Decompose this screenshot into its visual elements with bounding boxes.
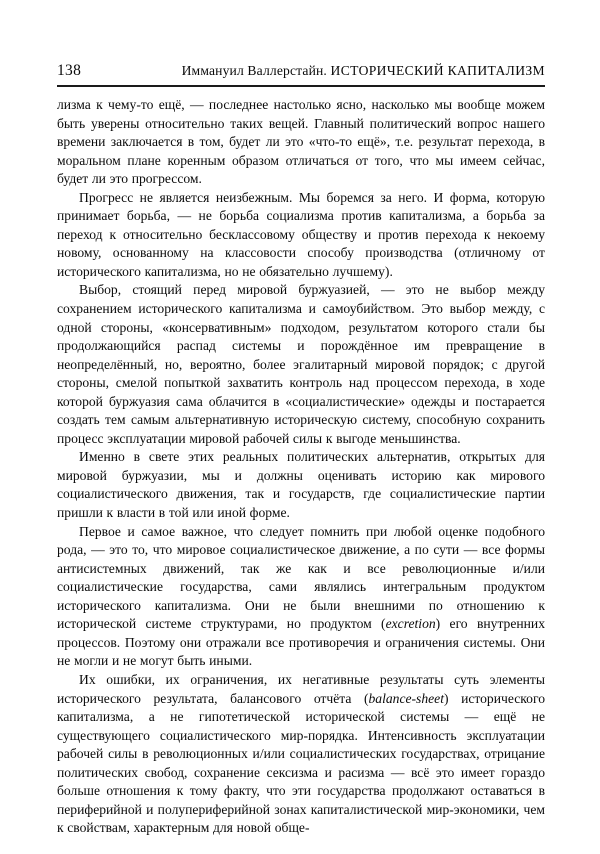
- body-paragraph: Именно в свете этих реальных политических альтернатив, открытых для мировой буржуазии, мы и должны оценивать историю как мирового социалистического движения, так и государств, где социалистические партии пришли к власти в той или иной форме.: [57, 449, 545, 521]
- body-paragraph: лизма к чему-то ещё, — последнее настолько ясно, насколько мы вообще можем быть уверены относительно таких вещей. Главный политический вопрос нашего времени заключается в том, будет ли это «что-то ещё», т.е. результат перехода, в моральном плане коренным образом отличаться от того, что мы имеем сейчас, будет ли это прогрессом.: [57, 97, 545, 187]
- header-divider: [57, 85, 545, 87]
- body-paragraph: Прогресс не является неизбежным. Мы боремся за него. И форма, которую принимает борьба, — не борьба социализма против капитализма, а борьба за переход к относительно бесклассовому обществу и против перехода к некоему новому, основанному на классовости способу производства (отличному от исторического капитализма, но не обязательно лучшему).: [57, 189, 545, 279]
- body-paragraph: Их ошибки, их ограничения, их негативные результаты суть элементы исторического результата, балансового отчёта (balance-sheet) исторического капитализма, а не гипотетической исторической системы — ещё не существующего социалистического мир-порядка. Интенсивность эксплуатации рабочей силы в революционных и/или социалистических государствах, отрицание политических свобод, сохранение сексизма и расизма — всё это имеет гораздо больше отношения к тому факту, что эти государства продолжают оставаться в периферийной и полупериферийной зонах капиталистической мир-экономики, чем к свойствам, характерным для новой обще-: [57, 671, 545, 836]
- italic-term: excretion: [385, 616, 436, 632]
- body-paragraph: Первое и самое важное, что следует помнить при любой оценке подобного рода, — это то, что мировое социалистическое движение, а по сути — все формы антисистемных движений, так же как и все революционные и/или социалистические государства, сами являлись интегральным продуктом исторического капитализма. Они не были внешними по отношению к исторической системе структурами, но продуктом (excretion) его внутренних процессов. Поэтому они отражали все противоречия и ограничения системы. Они не могли и не могут быть иными.: [57, 523, 545, 669]
- page-number: 138: [57, 62, 82, 79]
- running-head: [57, 62, 545, 80]
- running-head-book-title: ИСТОРИЧЕСКИЙ КАПИТАЛИЗМ: [330, 63, 545, 78]
- italic-term: balance-sheet: [368, 690, 444, 706]
- running-head-author: Иммануил Валлерстайн.: [181, 63, 327, 78]
- body-paragraph: Выбор, стоящий перед мировой буржуазией, — это не выбор между сохранением исторического капитализма и самоубийством. Это выбор между, с одной стороны, «консервативным» подходом, результатом которого стали бы продолжающийся распад системы и порождённое им превращение в неопределённый, но, вероятно, более эгалитарный мировой порядок; с другой стороны, смелой попыткой захватить контроль над процессом перехода, в ходе которой буржуазия сама облачится в «социалистические» одежды и постарается создать тем самым альтернативную историческую систему, способную сохранить процесс эксплуатации мировой рабочей силы к выгоде меньшинства.: [57, 282, 545, 446]
- running-head-title: [182, 63, 545, 79]
- body-text-column: [57, 96, 545, 838]
